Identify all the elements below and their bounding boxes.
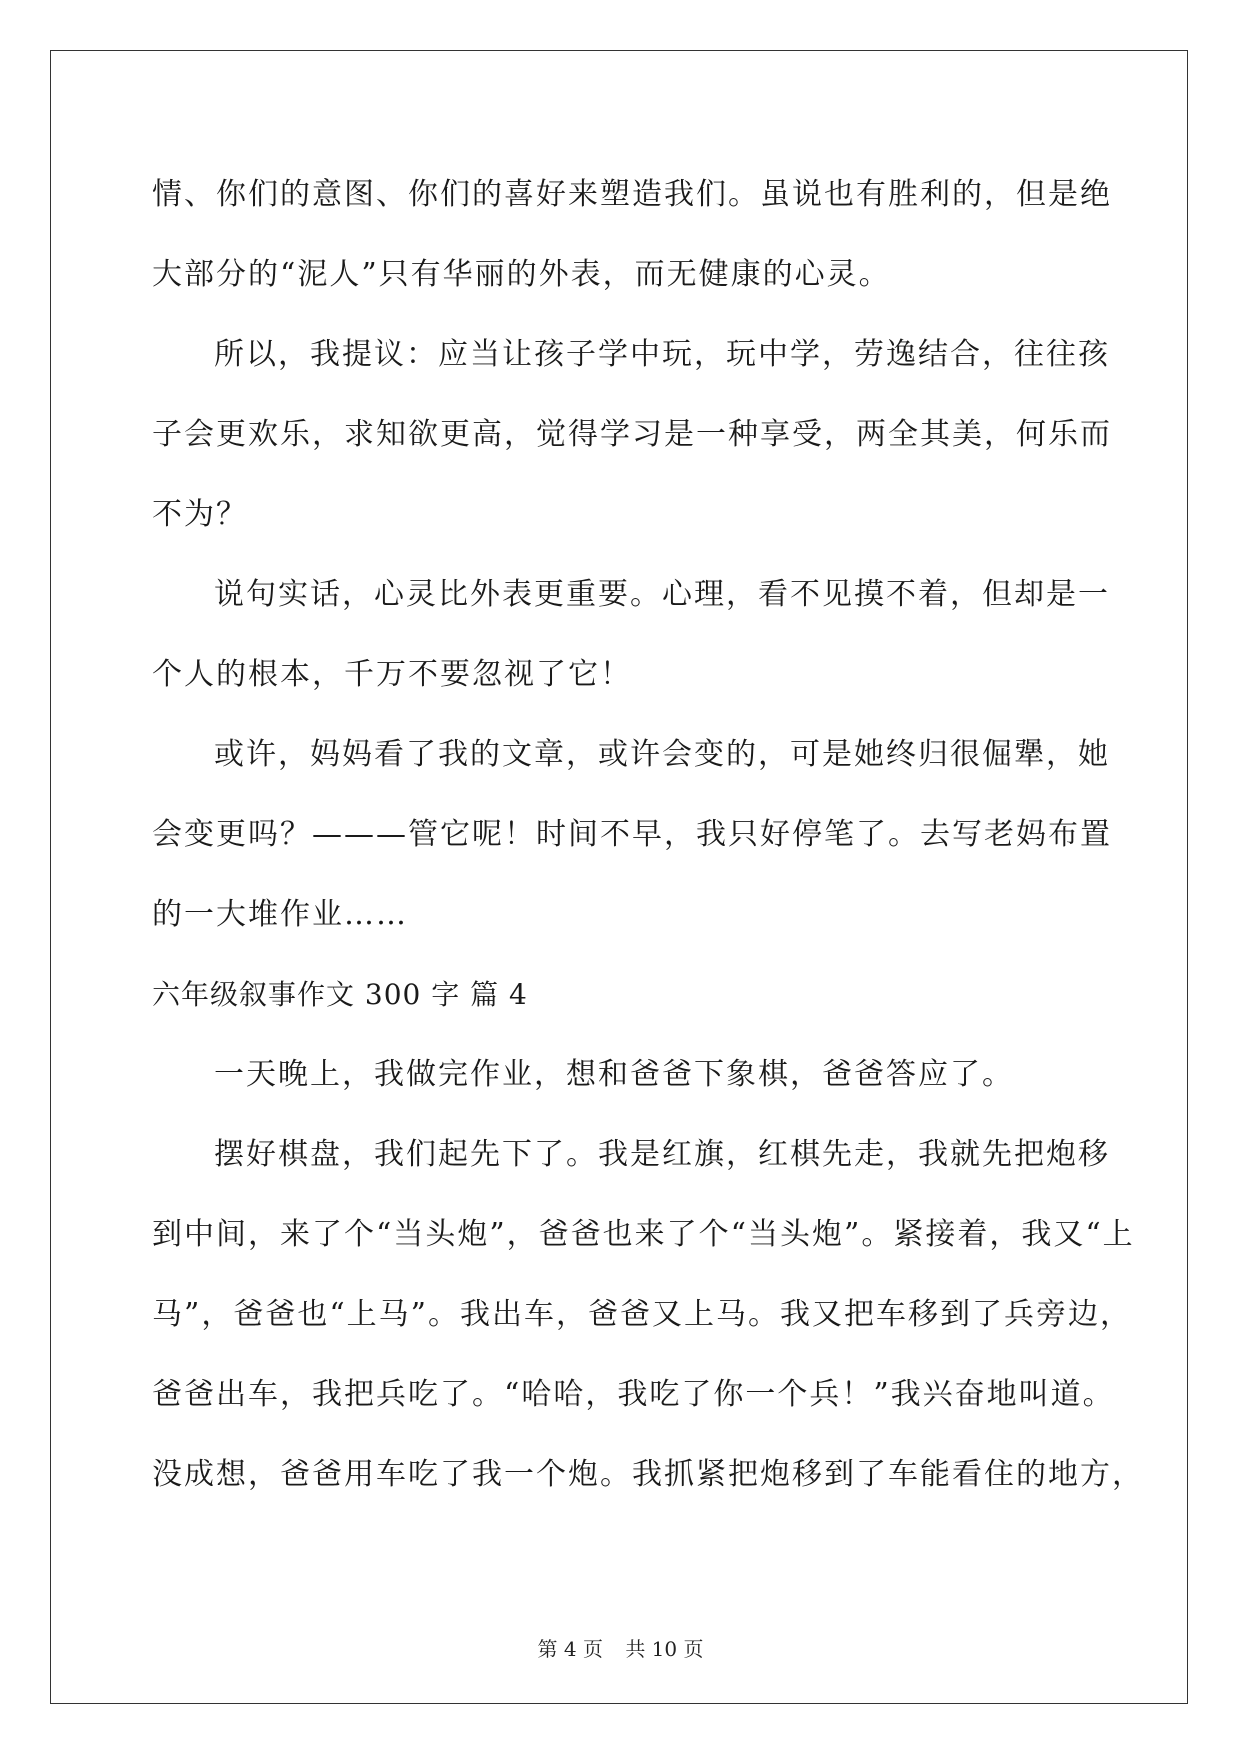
text-line-16: 没成想，爸爸用车吃了我一个炮。我抓紧把炮移到了车能看住的地方， [152, 1457, 1144, 1492]
text-line-11: 一天晚上，我做完作业，想和爸爸下象棋，爸爸答应了。 [214, 1057, 1014, 1092]
text-line-3: 所以，我提议：应当让孩子学中玩，玩中学，劳逸结合，往往孩 [214, 337, 1110, 372]
text-line-2: 大部分的“泥人”只有华丽的外表，而无健康的心灵。 [152, 257, 891, 292]
page-footer [0, 1633, 1241, 1662]
text-line-15: 爸爸出车，我把兵吃了。“哈哈，我吃了你一个兵！”我兴奋地叫道。 [152, 1377, 1115, 1412]
text-line-6: 说句实话，心灵比外表更重要。心理，看不见摸不着，但却是一 [214, 577, 1110, 612]
text-line-14: 马”，爸爸也“上马”。我出车，爸爸又上马。我又把车移到了兵旁边， [152, 1297, 1133, 1332]
page-number: 第 4 页 [537, 1637, 603, 1661]
text-line-13: 到中间，来了个“当头炮”，爸爸也来了个“当头炮”。紧接着，我又“上 [152, 1217, 1135, 1252]
text-line-8: 或许，妈妈看了我的文章，或许会变的，可是她终归很倔犟，她 [214, 737, 1110, 772]
text-line-5: 不为？ [152, 497, 248, 532]
section-heading: 六年级叙事作文 300 字 篇 4 [152, 978, 528, 1011]
text-line-12: 摆好棋盘，我们起先下了。我是红旗，红棋先走，我就先把炮移 [214, 1137, 1110, 1172]
text-line-1: 情、你们的意图、你们的喜好来塑造我们。虽说也有胜利的，但是绝 [152, 177, 1112, 212]
text-line-7: 个人的根本，千万不要忽视了它！ [152, 657, 632, 692]
document-body [152, 155, 1144, 1515]
page-total: 共 10 页 [625, 1637, 704, 1661]
text-line-9: 会变更吗？———管它呢！时间不早，我只好停笔了。去写老妈布置 [152, 817, 1112, 852]
text-line-4: 子会更欢乐，求知欲更高，觉得学习是一种享受，两全其美，何乐而 [152, 417, 1112, 452]
text-line-10: 的一大堆作业…… [152, 897, 408, 932]
